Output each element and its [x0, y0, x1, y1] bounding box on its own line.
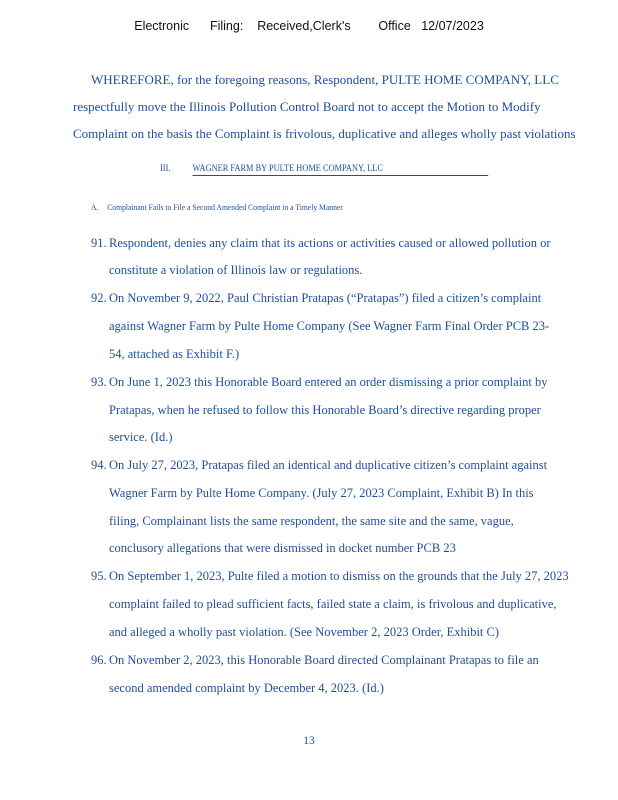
item-line: second amended complaint by December 4, 2023. (Id.) — [109, 681, 384, 695]
item-line: On November 9, 2022, Paul Christian Pratapas (“Pratapas”) filed a citizen’s complaint — [109, 291, 542, 305]
list-item — [91, 369, 547, 397]
intro-line-3: Complaint on the basis the Complaint is frivolous, duplicative and alleges wholly past violations — [73, 126, 576, 141]
efiling-header: Electronic Filing: Received,Clerk's Office 12/07/2023 — [134, 19, 484, 33]
subsection-heading — [91, 202, 343, 212]
item-line: constitute a violation of Illinois law or regulations. — [109, 263, 363, 277]
item-line: On November 2, 2023, this Honorable Board directed Complainant Pratapas to file an — [109, 653, 539, 667]
subsection-letter: A. — [91, 202, 99, 212]
item-line: and alleged a wholly past violation. (See November 2, 2023 Order, Exhibit C) — [109, 625, 500, 639]
intro-line-2: respectfully move the Illinois Pollution Control Board not to accept the Motion to Modify — [73, 99, 541, 114]
item-number: 93. — [91, 375, 107, 389]
item-number: 96. — [91, 653, 107, 667]
section-title: WAGNER FARM BY PULTE HOME COMPANY, LLC — [193, 163, 489, 176]
item-line: conclusory allegations that were dismissed in docket number PCB 23 — [109, 541, 456, 555]
list-item — [91, 452, 547, 480]
item-line: Respondent, denies any claim that its actions or activities caused or allowed pollution or — [109, 236, 551, 250]
intro-line-1: WHEREFORE, for the foregoing reasons, Respondent, PULTE HOME COMPANY, LLC — [91, 72, 559, 87]
page-number: 13 — [303, 735, 315, 747]
item-number: 95. — [91, 569, 107, 583]
list-item — [91, 285, 541, 313]
list-item — [91, 563, 569, 591]
item-number: 92. — [91, 291, 107, 305]
item-line: On July 27, 2023, Pratapas filed an identical and duplicative citizen’s complaint against — [109, 458, 548, 472]
list-item — [91, 230, 551, 258]
item-number: 94. — [91, 458, 107, 472]
item-line: 54, attached as Exhibit F.) — [109, 347, 240, 361]
section-number: III. — [160, 164, 171, 174]
item-line: against Wagner Farm by Pulte Home Company (See Wagner Farm Final Order PCB 23- — [109, 319, 550, 333]
item-line: On September 1, 2023, Pulte filed a motion to dismiss on the grounds that the July 27, 2023 — [109, 569, 569, 583]
list-item — [91, 647, 539, 675]
item-line: Wagner Farm by Pulte Home Company. (July 27, 2023 Complaint, Exhibit B) In this — [109, 486, 534, 500]
item-line: Pratapas, when he refused to follow this Honorable Board’s directive regarding proper — [109, 403, 541, 417]
item-line: On June 1, 2023 this Honorable Board entered an order dismissing a prior complaint by — [109, 375, 548, 389]
section-heading — [160, 163, 489, 176]
subsection-title: Complainant Fails to File a Second Amended Complaint in a Timely Manner — [107, 202, 343, 212]
item-line: service. (Id.) — [109, 430, 173, 444]
item-line: filing, Complainant lists the same respondent, the same site and the same, vague, — [109, 514, 514, 528]
item-number: 91. — [91, 236, 107, 250]
item-line: complaint failed to plead sufficient facts, failed state a claim, is frivolous and duplicative, — [109, 597, 557, 611]
